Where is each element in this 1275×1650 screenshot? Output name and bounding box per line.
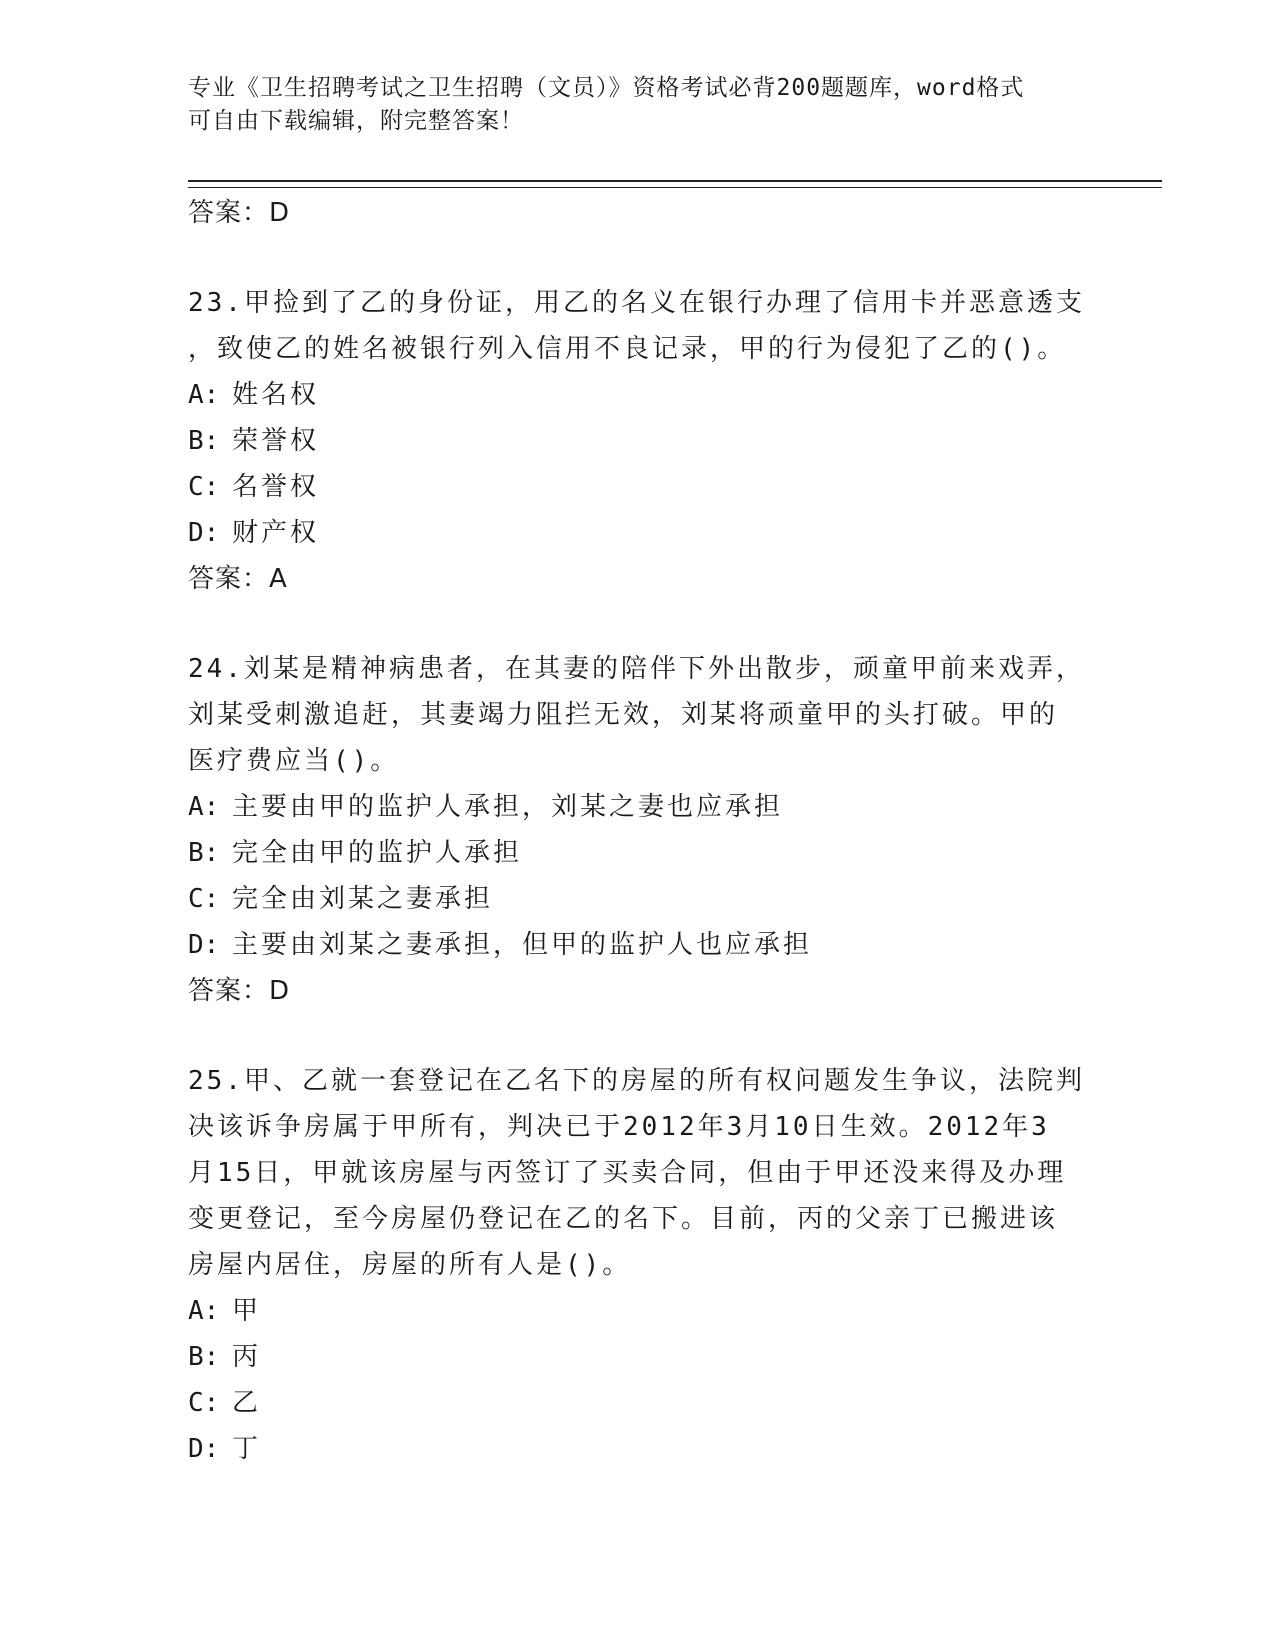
stem-line: ，致使乙的姓名被银行列入信用不良记录，甲的行为侵犯了乙的()。 <box>188 334 1067 364</box>
option-key: D: <box>188 518 220 548</box>
document-body <box>188 190 1088 1472</box>
option-a <box>188 372 1088 418</box>
option-d <box>188 1426 1088 1472</box>
option-text: 主要由刘某之妻承担，但甲的监护人也应承担 <box>232 930 813 960</box>
option-b <box>188 1334 1088 1380</box>
option-d <box>188 922 1088 968</box>
option-key: B: <box>188 426 220 456</box>
option-key: D: <box>188 1434 220 1464</box>
option-text: 主要由甲的监护人承担，刘某之妻也应承担 <box>232 792 784 822</box>
question-stem <box>188 280 1088 372</box>
option-text: 甲 <box>232 1296 262 1326</box>
option-text: 姓名权 <box>232 380 320 410</box>
option-key: A: <box>188 1296 220 1326</box>
option-c <box>188 876 1088 922</box>
question-24 <box>188 646 1088 1014</box>
option-key: C: <box>188 1388 220 1418</box>
option-b <box>188 418 1088 464</box>
header-line: 专业《卫生招聘考试之卫生招聘（文员）》资格考试必背200题题库，word格式 <box>188 75 1025 101</box>
option-key: D: <box>188 930 220 960</box>
option-c <box>188 1380 1088 1426</box>
stem-line: 刘某受刺激追赶，其妻竭力阻拦无效，刘某将顽童甲的头打破。甲的 <box>188 700 1059 730</box>
stem-line: 决该诉争房属于甲所有，判决已于2012年3月10日生效。2012年3 <box>188 1112 1050 1142</box>
option-c <box>188 464 1088 510</box>
question-25 <box>188 1058 1088 1472</box>
option-text: 完全由甲的监护人承担 <box>232 838 523 868</box>
question-23 <box>188 280 1088 602</box>
option-text: 财产权 <box>232 518 320 548</box>
header-line: 可自由下载编辑，附完整答案！ <box>188 108 524 134</box>
option-text: 乙 <box>232 1388 262 1418</box>
answer-line: 答案：A <box>188 564 288 594</box>
question-stem <box>188 646 1088 784</box>
stem-line: 23.甲捡到了乙的身份证，用乙的名义在银行办理了信用卡并恶意透支 <box>188 288 1085 318</box>
option-key: B: <box>188 838 220 868</box>
option-key: B: <box>188 1342 220 1372</box>
stem-line: 医疗费应当()。 <box>188 746 400 776</box>
option-text: 丁 <box>232 1434 262 1464</box>
option-a <box>188 784 1088 830</box>
option-key: A: <box>188 792 220 822</box>
stem-line: 变更登记，至今房屋仍登记在乙的名下。目前，丙的父亲丁已搬进该 <box>188 1204 1059 1234</box>
answer-line: 答案：D <box>188 198 291 228</box>
option-text: 丙 <box>232 1342 262 1372</box>
option-d <box>188 510 1088 556</box>
question-stem <box>188 1058 1088 1288</box>
stem-line: 月15日，甲就该房屋与丙签订了买卖合同，但由于甲还没来得及办理 <box>188 1158 1067 1188</box>
option-key: A: <box>188 380 220 410</box>
header-divider <box>188 180 1162 188</box>
document-header <box>188 72 1068 138</box>
option-key: C: <box>188 884 220 914</box>
stem-line: 25.甲、乙就一套登记在乙名下的房屋的所有权问题发生争议，法院判 <box>188 1066 1085 1096</box>
option-text: 完全由刘某之妻承担 <box>232 884 494 914</box>
stem-line: 房屋内居住，房屋的所有人是()。 <box>188 1250 632 1280</box>
option-text: 名誉权 <box>232 472 320 502</box>
option-a <box>188 1288 1088 1334</box>
stem-line: 24.刘某是精神病患者，在其妻的陪伴下外出散步，顽童甲前来戏弄， <box>188 654 1085 684</box>
option-text: 荣誉权 <box>232 426 320 456</box>
option-b <box>188 830 1088 876</box>
answer-line: 答案：D <box>188 976 291 1006</box>
option-key: C: <box>188 472 220 502</box>
